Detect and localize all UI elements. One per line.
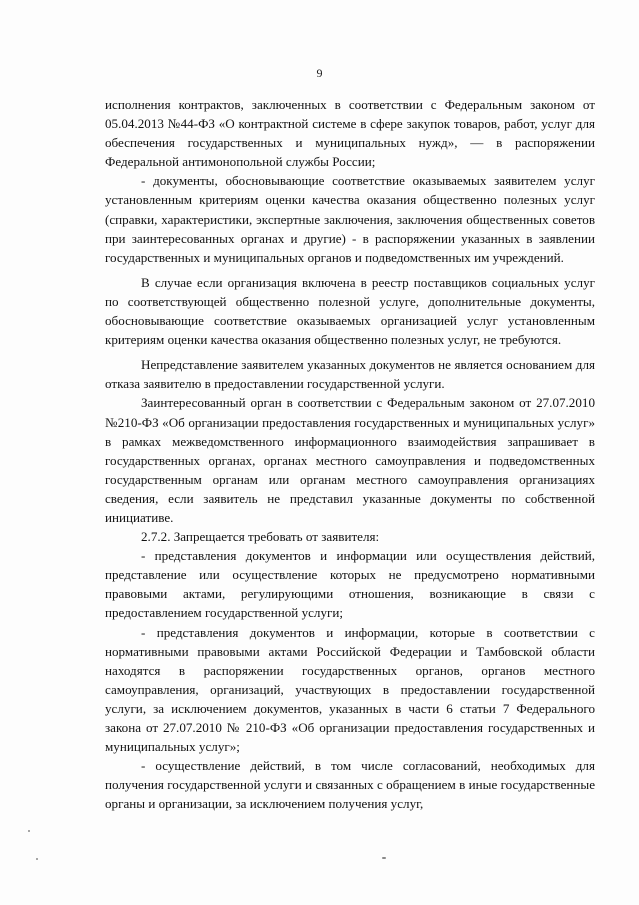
paragraph-supporting-documents: - документы, обосновывающие соответствие оказываемых заявителем услуг установленным критериям оценки качества оказания общественно полезных услуг (справки, характеристики, экспертные заключения, заключения общественных советов при заинтересованных органах и другие) - в распоряжении указанных в заявлении государственных и муниципальных органов и подведомственных им учреждений. — [105, 173, 595, 265]
document-body — [105, 95, 595, 813]
page-number: 9 — [316, 66, 323, 80]
paragraph-interagency-request: Заинтересованный орган в соответствии с Федеральным законом от 27.07.2010 №210-ФЗ «Об организации предоставления государственных и муниципальных услуг» в рамках межведомственного информационного взаимодействия запрашивает в государственных органах, органах местного самоуправления и подведомственных государственным органам или органам местного самоуправления организациях сведения, если заявитель не представил указанные документы по собственной инициативе. — [105, 395, 595, 525]
list-item-actions-approvals: - осуществление действий, в том числе согласований, необходимых для получения государственной услуги и связанных с обращением в иные государственные органы и организации, за исключением получения услуг, — [105, 758, 595, 812]
paragraph-registry-exemption: В случае если организация включена в реестр поставщиков социальных услуг по соответствующей общественно полезной услуге, дополнительные документы, обосновывающие соответствие оказываемых организацией услуг установленным критериям оценки качества оказания общественно полезных услуг, не требуются. — [105, 274, 595, 348]
section-heading-2-7-2: 2.7.2. Запрещается требовать от заявителя: — [141, 529, 380, 545]
scan-speck — [382, 857, 386, 859]
list-item-prohibited-documents: - представления документов и информации или осуществления действий, представление или осуществление которых не предусмотрено нормативными правовыми актами, регулирующими отношения, возникающие в связи с предоставлением государственной услуги; — [105, 548, 595, 621]
scan-speck — [28, 830, 30, 832]
paragraph-non-submission: Непредставление заявителем указанных документов не является основанием для отказа заявителю в предоставлении государственной услуги. — [105, 357, 595, 392]
list-item-documents-in-possession: - представления документов и информации, которые в соответствии с нормативными правовыми актами Российской Федерации и Тамбовской области находятся в распоряжении государственных органов, органов местного самоуправления, организаций, участвующих в предоставлении государственной услуги, за исключением документов, указанных в части 6 статьи 7 Федерального закона от 27.07.2010 № 210-ФЗ «Об организации предоставления государственных и муниципальных услуг»; — [105, 624, 595, 755]
scan-speck — [36, 858, 38, 860]
paragraph-contract-execution: исполнения контрактов, заключенных в соответствии с Федеральным законом от 05.04.2013 №44-ФЗ «О контрактной системе в сфере закупок товаров, работ, услуг для обеспечения государственных и муниципальных нужд», — в распоряжении Федеральной антимонопольной службы России; — [105, 97, 595, 170]
